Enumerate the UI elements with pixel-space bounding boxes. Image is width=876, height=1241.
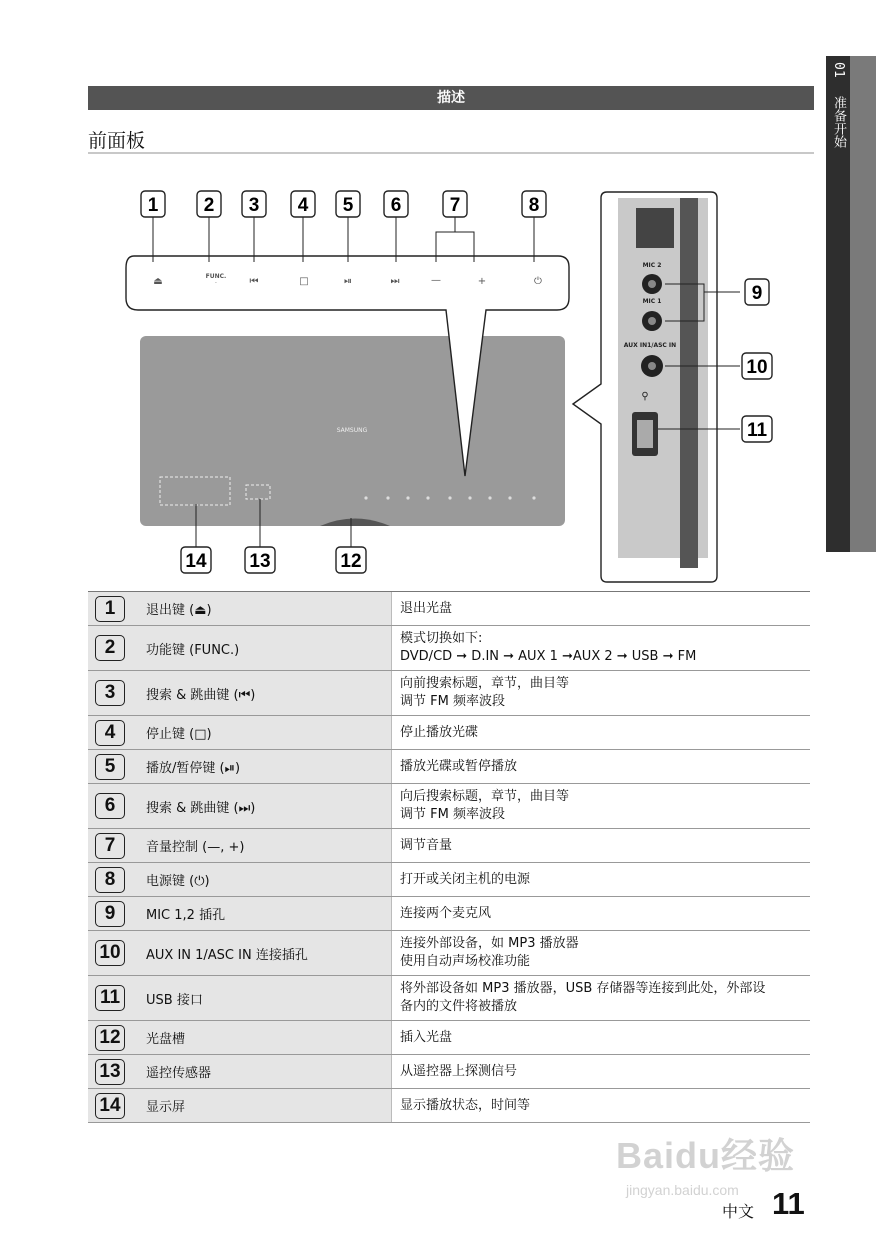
row-number: 8 [95,867,125,893]
page-number: 11 [772,1186,805,1221]
part-name: 退出键 (⏏) [132,592,392,626]
svg-text:AUX IN1/ASC IN: AUX IN1/ASC IN [623,342,677,349]
title-divider [88,152,814,154]
parts-table [88,591,810,1123]
row-number: 14 [95,1093,125,1119]
table-row [88,592,810,626]
page-title: 前面板 [88,130,146,152]
row-number: 4 [95,720,125,746]
table-row [88,897,810,931]
skip-forward-icon: ⏭ [390,276,400,287]
row-number: 13 [95,1059,125,1085]
callout-number-10: 10 [746,357,768,378]
section-banner: 描述 [88,86,814,110]
footer-language: 中文 [722,1202,755,1221]
table-row [88,1055,810,1089]
table-row [88,626,810,671]
side-edge [680,198,698,568]
row-number: 2 [95,635,125,661]
table-row [88,1021,810,1055]
volume-up-icon: + [477,276,487,287]
chapter-tab-text [828,62,848,148]
chapter-label: 准备开始 [831,95,846,148]
part-description: 从遥控器上探测信号 [392,1055,811,1089]
front-panel-figure [120,186,768,582]
jack-sockets [641,274,663,377]
table-row [88,829,810,863]
callout-number-1: 1 [147,195,159,216]
part-name: 显示屏 [132,1089,392,1123]
stop-icon: □ [299,276,309,287]
power-icon: ⏻ [534,276,542,287]
part-name: USB 接口 [132,976,392,1021]
row-number: 9 [95,901,125,927]
part-name: 停止键 (□) [132,716,392,750]
part-description: 播放光碟或暂停播放 [392,750,811,784]
table-row [88,784,810,829]
svg-text:MIC 2: MIC 2 [642,262,662,269]
part-name: AUX IN 1/ASC IN 连接插孔 [132,931,392,976]
volume-down-icon: — [431,275,441,286]
callout-number-11: 11 [746,420,768,441]
row-number: 10 [95,940,125,966]
part-description: 退出光盘 [392,592,811,626]
part-description: 显示播放状态，时间等 [392,1089,811,1123]
row-number: 3 [95,680,125,706]
svg-text:MIC 1: MIC 1 [642,298,662,305]
table-row [88,671,810,716]
part-name: MIC 1,2 插孔 [132,897,392,931]
watermark-url: jingyan.baidu.com [626,1182,739,1198]
part-description: 插入光盘 [392,1021,811,1055]
part-name: 功能键 (FUNC.) [132,626,392,671]
row-number: 1 [95,596,125,622]
table-row [88,716,810,750]
callout-number-4: 4 [297,195,309,216]
callout-number-14: 14 [185,551,207,572]
eject-icon: ⏏ [153,276,163,287]
part-description: 将外部设备如 MP3 播放器，USB 存储器等连接到此处，外部设 备内的文件将被播放 [392,976,811,1021]
callout-number-12: 12 [340,551,362,572]
part-description: 向前搜索标题，章节，曲目等 调节 FM 频率波段 [392,671,811,716]
callout-number-6: 6 [390,195,402,216]
part-description: 连接外部设备，如 MP3 播放器 使用自动声场校准功能 [392,931,811,976]
part-description: 向后搜索标题，章节，曲目等 调节 FM 频率波段 [392,784,811,829]
part-description: 调节音量 [392,829,811,863]
callout-number-8: 8 [528,195,540,216]
part-name: 播放/暂停键 (⏯) [132,750,392,784]
part-name: 光盘槽 [132,1021,392,1055]
part-name: 音量控制 (—, +) [132,829,392,863]
table-row [88,976,810,1021]
usb-icon: ⚲ [641,391,649,402]
func-dot-icon: · [215,280,217,287]
row-number: 7 [95,833,125,859]
watermark-logo: Baidu经验 [616,1135,796,1176]
part-description: 连接两个麦克风 [392,897,811,931]
part-name: 电源键 (⏻) [132,863,392,897]
callout-number-5: 5 [342,195,354,216]
part-description: 停止播放光碟 [392,716,811,750]
part-name: 搜索 & 跳曲键 (⏮) [132,671,392,716]
row-number: 12 [95,1025,125,1051]
callout-number-7: 7 [449,195,461,216]
row-number: 5 [95,754,125,780]
table-row [88,1089,810,1123]
row-number: 11 [95,985,125,1011]
play-pause-icon: ⏯ [344,276,352,287]
skip-back-icon: ⏮ [249,276,259,287]
callout-number-13: 13 [249,551,271,572]
brand-label: SAMSUNG [336,427,368,434]
row-number: 6 [95,793,125,819]
table-row [88,750,810,784]
table-row [88,931,810,976]
part-name: 搜索 & 跳曲键 (⏭) [132,784,392,829]
part-description: 打开或关闭主机的电源 [392,863,811,897]
callout-number-9: 9 [751,283,763,304]
func-icon: FUNC. [205,273,227,280]
callout-number-2: 2 [203,195,215,216]
table-row [88,863,810,897]
chapter-number: 01 [831,62,846,78]
part-description: 模式切换如下: DVD/CD ➞ D.IN ➞ AUX 1 ➞AUX 2 ➞ USB ➞ FM [392,626,811,671]
callout-number-3: 3 [248,195,260,216]
part-name: 遥控传感器 [132,1055,392,1089]
side-cap [636,208,674,248]
